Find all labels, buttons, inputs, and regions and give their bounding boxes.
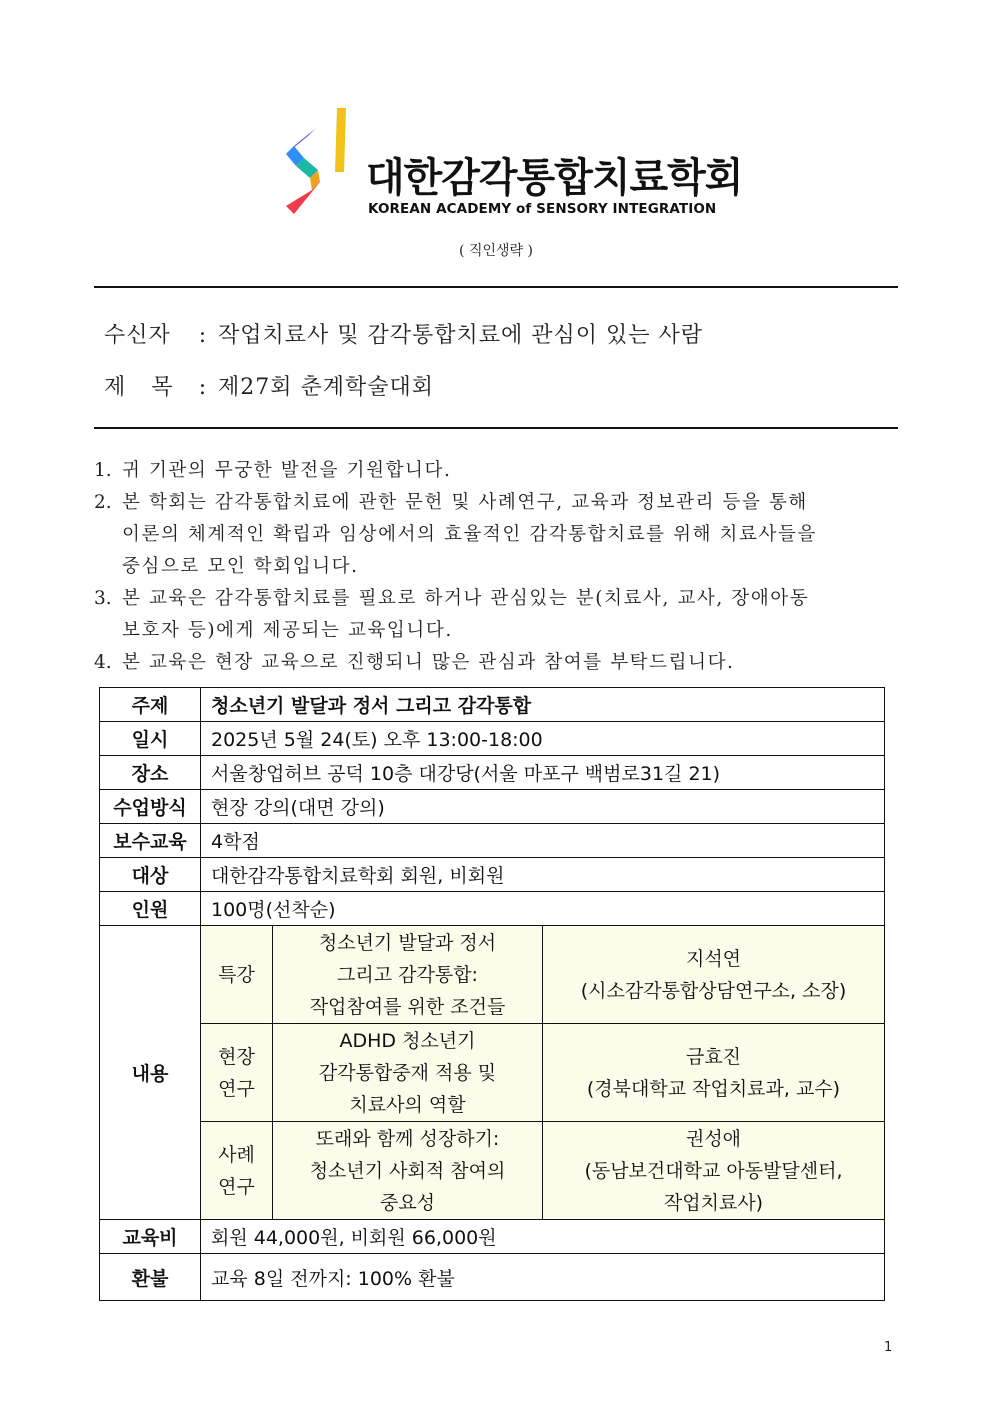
- session-row-1: [100, 926, 885, 1024]
- session-speaker: 권성애 (동남보건대학교 아동발달센터, 작업치료사): [543, 1122, 885, 1220]
- row-label: 주제: [100, 688, 201, 722]
- page-number: 1: [884, 1340, 893, 1355]
- row-value: 2025년 5월 24(토) 오후 13:00-18:00: [201, 722, 885, 756]
- session-row-2: [100, 1024, 885, 1122]
- row-label: 대상: [100, 858, 201, 892]
- table-row-fee: [100, 1220, 885, 1254]
- paragraph-3-line-2: 보호자 등)에게 제공되는 교육입니다.: [122, 620, 453, 641]
- row-label: 인원: [100, 892, 201, 926]
- recipient-separator: :: [198, 323, 208, 348]
- org-name-korean: 대한감각통합치료학회: [366, 155, 743, 201]
- row-label: 장소: [100, 756, 201, 790]
- row-value: 교육 8일 전까지: 100% 환불: [201, 1254, 885, 1301]
- table-row-format: [100, 790, 885, 824]
- row-value: 4학점: [201, 824, 885, 858]
- content-label: 내용: [100, 926, 201, 1220]
- paragraph-number: 4.: [94, 652, 112, 673]
- session-title: 또래와 함께 성장하기: 청소년기 사회적 참여의 중요성: [273, 1122, 543, 1220]
- paragraph-4: [94, 648, 735, 674]
- paragraph-line: 본 교육은 현장 교육으로 진행되니 많은 관심과 참여를 부탁드립니다.: [122, 652, 735, 673]
- paragraph-line: 본 교육은 감각통합치료를 필요로 하거나 관심있는 분(치료사, 교사, 장애아동: [122, 588, 810, 609]
- paragraph-number: 1.: [94, 460, 112, 481]
- divider-top: [94, 286, 898, 288]
- paragraph-line: 본 학회는 감각통합치료에 관한 문헌 및 사례연구, 교육과 정보관리 등을 통해: [122, 492, 808, 513]
- recipient-value: 작업치료사 및 감각통합치료에 관심이 있는 사람: [218, 323, 704, 348]
- session-type: 현장 연구: [201, 1024, 273, 1122]
- paragraph-2-line-2: 이론의 체계적인 확립과 임상에서의 효율적인 감각통합치료를 위해 치료사들을: [122, 524, 817, 545]
- row-label: 보수교육: [100, 824, 201, 858]
- session-title: ADHD 청소년기 감각통합중재 적용 및 치료사의 역할: [273, 1024, 543, 1122]
- table-row-venue: [100, 756, 885, 790]
- session-row-3: [100, 1122, 885, 1220]
- academy-logo: [282, 106, 743, 218]
- session-speaker: 금효진 (경북대학교 작업치료과, 교수): [543, 1024, 885, 1122]
- table-row-refund: [100, 1254, 885, 1301]
- paragraph-1: [94, 456, 451, 482]
- table-row-capacity: [100, 892, 885, 926]
- session-title: 청소년기 발달과 정서 그리고 감각통합: 작업참여를 위한 조건들: [273, 926, 543, 1024]
- org-name-english: KOREAN ACADEMY of SENSORY INTEGRATION: [368, 201, 717, 217]
- paragraph-line: 귀 기관의 무궁한 발전을 기원합니다.: [122, 460, 452, 481]
- row-label: 교육비: [100, 1220, 201, 1254]
- row-value: 대한감각통합치료학회 회원, 비회원: [201, 858, 885, 892]
- paragraph-2: [94, 488, 808, 514]
- table-row-audience: [100, 858, 885, 892]
- row-label: 수업방식: [100, 790, 201, 824]
- row-value: 회원 44,000원, 비회원 66,000원: [201, 1220, 885, 1254]
- row-value: 현장 강의(대면 강의): [201, 790, 885, 824]
- row-value: 100명(선착순): [201, 892, 885, 926]
- table-row-topic: [100, 688, 885, 722]
- divider-bottom: [94, 427, 898, 429]
- logo-mark-icon: [282, 106, 352, 218]
- table-row-datetime: [100, 722, 885, 756]
- row-label: 일시: [100, 722, 201, 756]
- table-row-credits: [100, 824, 885, 858]
- subject-value: 제27회 춘계학술대회: [218, 375, 435, 400]
- subject-label: 제목: [104, 375, 199, 400]
- paragraph-2-line-3: 중심으로 모인 학회입니다.: [122, 556, 359, 577]
- subject-line: [104, 370, 434, 401]
- row-label: 환불: [100, 1254, 201, 1301]
- recipient-line: [104, 318, 703, 349]
- session-type: 특강: [201, 926, 273, 1024]
- subject-separator: :: [198, 375, 208, 400]
- row-value: 서울창업허브 공덕 10층 대강당(서울 마포구 백범로31길 21): [201, 756, 885, 790]
- paragraph-number: 2.: [94, 492, 112, 513]
- seal-omitted-note: ( 직인생략 ): [459, 243, 533, 259]
- session-type: 사례 연구: [201, 1122, 273, 1220]
- session-speaker: 지석연 (시소감각통합상담연구소, 소장): [543, 926, 885, 1024]
- paragraph-number: 3.: [94, 588, 112, 609]
- recipient-label: 수신자: [104, 323, 171, 348]
- event-info-table: [99, 687, 885, 1301]
- paragraph-3: [94, 584, 809, 610]
- row-value: 청소년기 발달과 정서 그리고 감각통합: [201, 688, 885, 722]
